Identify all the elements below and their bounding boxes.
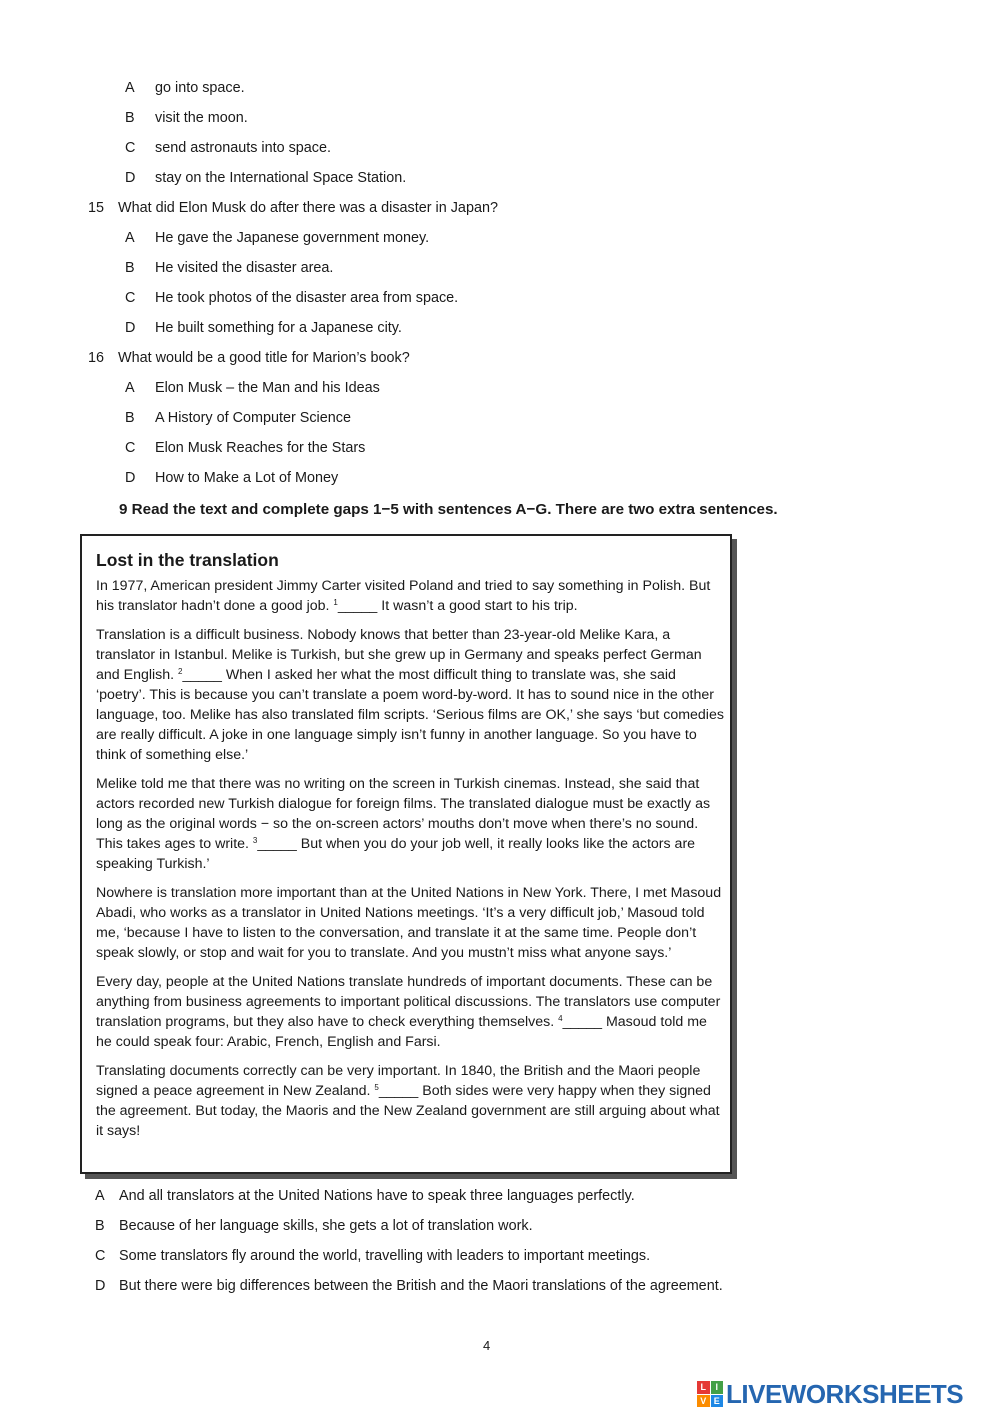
sentence-text: Because of her language skills, she gets a lot of translation work. bbox=[119, 1218, 533, 1234]
option-letter: B bbox=[125, 110, 135, 126]
logo-mark-letter: E bbox=[711, 1395, 724, 1408]
option-letter: D bbox=[125, 320, 136, 336]
gap-1-number: 1 bbox=[333, 598, 338, 607]
gap-5[interactable]: _____ Both sides were very happy when they signed the agreement. But today, the Maoris and the New Zealand government are still arguing about what it says! bbox=[96, 1083, 720, 1139]
sentence-text: Some translators fly around the world, travelling with leaders to important meetings. bbox=[119, 1248, 651, 1264]
gap-3-number: 3 bbox=[252, 836, 258, 845]
option-text: go into space. bbox=[155, 80, 245, 96]
question-number: 15 bbox=[88, 200, 105, 216]
option-text: He visited the disaster area. bbox=[155, 260, 334, 276]
option-letter: D bbox=[125, 470, 136, 486]
option-letter: C bbox=[125, 440, 136, 456]
q15-option-a bbox=[125, 230, 429, 246]
q14-option-b bbox=[125, 110, 248, 126]
article-paragraph-1 bbox=[96, 576, 726, 616]
question-number: 16 bbox=[88, 350, 105, 366]
option-letter: A bbox=[125, 230, 135, 246]
sentence-letter: C bbox=[95, 1248, 106, 1264]
question-15 bbox=[88, 200, 498, 216]
logo-mark-letter: V bbox=[697, 1395, 710, 1408]
paragraph-text: Translating documents correctly can be very important. In 1840, the British and the Maori people signed a peace agreement in New Zealand. bbox=[96, 1063, 701, 1099]
gap-2-number: 2 bbox=[178, 667, 183, 676]
sentence-text: And all translators at the United Nations have to speak three languages perfectly. bbox=[119, 1188, 635, 1204]
q14-option-a bbox=[125, 80, 245, 96]
question-text: What would be a good title for Marion’s book? bbox=[118, 350, 410, 366]
paragraph-text: Melike told me that there was no writing on the screen in Turkish cinemas. Instead, she said that actors recorded new Turkish dialogue for foreign films. The translated dialogue must be exactly as long as the original words − so the on-screen actors’ mouths don’t move when there’s no sound. This takes ages to write. bbox=[96, 776, 711, 852]
logo-text: LIVEWORKSHEETS bbox=[726, 1378, 964, 1409]
sentence-letter: D bbox=[95, 1278, 106, 1294]
option-text: Elon Musk Reaches for the Stars bbox=[155, 440, 366, 456]
option-letter: A bbox=[125, 80, 135, 96]
article-paragraph-2 bbox=[96, 625, 726, 765]
sentence-text: But there were big differences between the British and the Maori translations of the agreement. bbox=[119, 1278, 723, 1294]
article-box bbox=[80, 534, 732, 1174]
article-paragraph-6 bbox=[96, 1061, 726, 1141]
article-paragraph-3 bbox=[96, 774, 726, 874]
option-text: send astronauts into space. bbox=[155, 140, 331, 156]
q14-option-c bbox=[125, 140, 331, 156]
q14-option-d bbox=[125, 170, 406, 186]
option-letter: B bbox=[125, 260, 135, 276]
paragraph-text: Translation is a difficult business. Nobody knows that better than 23-year-old Melike Kara, a translator in Istanbul. Melike is Turkish, but she grew up in Germany and speaks perfect German and English. bbox=[96, 627, 702, 683]
option-letter: A bbox=[125, 380, 135, 396]
liveworksheets-logo bbox=[697, 1378, 963, 1410]
q16-option-d bbox=[125, 470, 338, 486]
gap-4[interactable]: _____ Masoud told me he could speak four: Arabic, French, English and Farsi. bbox=[96, 1014, 707, 1050]
q15-option-b bbox=[125, 260, 333, 276]
article-paragraph-4: Nowhere is translation more important than at the United Nations in New York. There, I met Masoud Abadi, who works as a translator in United Nations meetings. ‘It’s a very difficult job,’ Masoud told me, ‘because I have to listen to the conversation, and translate it at the same time. People don’t speak slowly, or stop and wait for you to translate. And you mustn’t miss what anyone says.’ bbox=[96, 885, 722, 961]
gap-2[interactable]: _____ When I asked her what the most difficult thing to translate was, she said ‘poetry’. This is because you can’t translate a poem word-by-word. It has to sound nice in the other language, too. Melike has also translated film scripts. ‘Serious films are OK,’ she says ‘but comedies are really difficult. A joke in one language simply isn’t funny in another language. So you have to think of something else.’ bbox=[96, 667, 724, 763]
logo-mark-icon bbox=[697, 1381, 723, 1407]
q16-option-c bbox=[125, 440, 365, 456]
article-paragraph-5 bbox=[96, 972, 726, 1052]
q16-option-b bbox=[125, 410, 351, 426]
option-text: visit the moon. bbox=[155, 110, 248, 126]
question-text: What did Elon Musk do after there was a disaster in Japan? bbox=[118, 200, 498, 216]
q16-option-a bbox=[125, 380, 380, 396]
sentence-option-d bbox=[95, 1278, 723, 1294]
q15-option-d bbox=[125, 320, 402, 336]
option-text: He took photos of the disaster area from space. bbox=[155, 290, 459, 306]
option-text: He gave the Japanese government money. bbox=[155, 230, 430, 246]
question-16 bbox=[88, 350, 410, 366]
logo-mark-letter: I bbox=[711, 1381, 724, 1394]
gap-3[interactable]: _____ But when you do your job well, it really looks like the actors are speaking Turkish.’ bbox=[96, 836, 696, 872]
logo-mark-letter: L bbox=[697, 1381, 710, 1394]
option-letter: B bbox=[125, 410, 135, 426]
option-text: He built something for a Japanese city. bbox=[155, 320, 402, 336]
gap-5-number: 5 bbox=[374, 1083, 379, 1092]
exercise-instruction: 9 Read the text and complete gaps 1−5 with sentences A−G. There are two extra sentences. bbox=[119, 501, 778, 518]
page-number: 4 bbox=[483, 1338, 491, 1353]
option-text: How to Make a Lot of Money bbox=[155, 470, 339, 486]
sentence-option-a bbox=[95, 1188, 635, 1204]
option-letter: C bbox=[125, 290, 136, 306]
sentence-letter: A bbox=[95, 1188, 105, 1204]
sentence-option-c bbox=[95, 1248, 650, 1264]
option-text: A History of Computer Science bbox=[155, 410, 351, 426]
article-title: Lost in the translation bbox=[96, 550, 279, 570]
paragraph-text: In 1977, American president Jimmy Carter visited Poland and tried to say something in Polish. But his translator hadn’t done a good job. bbox=[96, 578, 711, 614]
option-text: Elon Musk – the Man and his Ideas bbox=[155, 380, 380, 396]
option-letter: D bbox=[125, 170, 136, 186]
gap-4-number: 4 bbox=[558, 1014, 563, 1023]
sentence-option-b bbox=[95, 1218, 533, 1234]
gap-1[interactable]: _____ It wasn’t a good start to his trip. bbox=[337, 598, 578, 614]
paragraph-text: Every day, people at the United Nations translate hundreds of important documents. These can be anything from business agreements to important political discussions. The translators use computer translation programs, but they also have to check everything themselves. bbox=[96, 974, 721, 1030]
q15-option-c bbox=[125, 290, 458, 306]
option-text: stay on the International Space Station. bbox=[155, 170, 407, 186]
sentence-letter: B bbox=[95, 1218, 105, 1234]
option-letter: C bbox=[125, 140, 136, 156]
